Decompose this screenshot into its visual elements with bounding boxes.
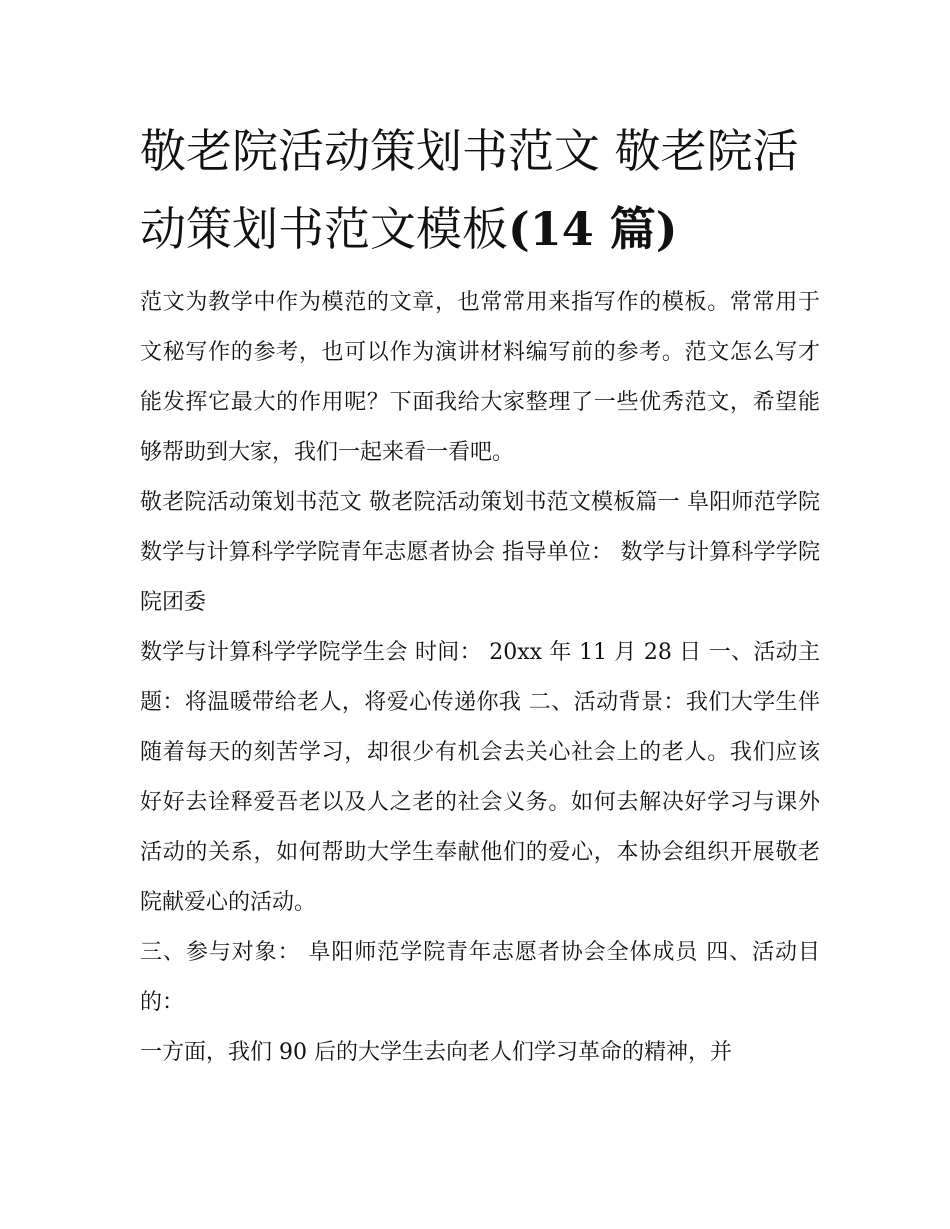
intro-paragraph: 范文为教学中作为模范的文章，也常常用来指写作的模板。常常用于文秘写作的参考，也可以作为演讲材料编写前的参考。范文怎么写才能发挥它最大的作用呢？下面我给大家整理了一些优秀范文，希望能够帮助到大家，我们一起来看一看吧。 xyxy=(140,290,820,465)
document-title xyxy=(140,112,820,268)
body-paragraph-purpose: 一方面，我们 90 后的大学生去向老人们学习革命的精神，并 xyxy=(140,1040,732,1065)
title-text: 敬老院活动策划书范文 敬老院活动策划书范文模板 xyxy=(140,124,799,256)
body-paragraph-theme-background: 数学与计算科学学院学生会 时间： 20xx 年 11 月 28 日 一、活动主题：将温暖带给老人，将爱心传递你我 二、活动背景：我们大学生伴随着每天的刻苦学习，却很少有机会去关心社会上的老人。我们应该好好去诠释爱吾老以及人之老的社会义务。如何去解决好学习与课外活动的关系，如何帮助大学生奉献他们的爱心，本协会组织开展敬老院献爱心的活动。 xyxy=(140,640,820,915)
body-paragraph-organizer: 敬老院活动策划书范文 敬老院活动策划书范文模板篇一 阜阳师范学院数学与计算科学学院青年志愿者协会 指导单位： 数学与计算科学学院院团委 xyxy=(140,490,820,615)
document-page xyxy=(140,112,820,1078)
title-count: (14 篇) xyxy=(508,202,678,256)
body-paragraph-participants: 三、参与对象： 阜阳师范学院青年志愿者协会全体成员 四、活动目的： xyxy=(140,940,820,1015)
